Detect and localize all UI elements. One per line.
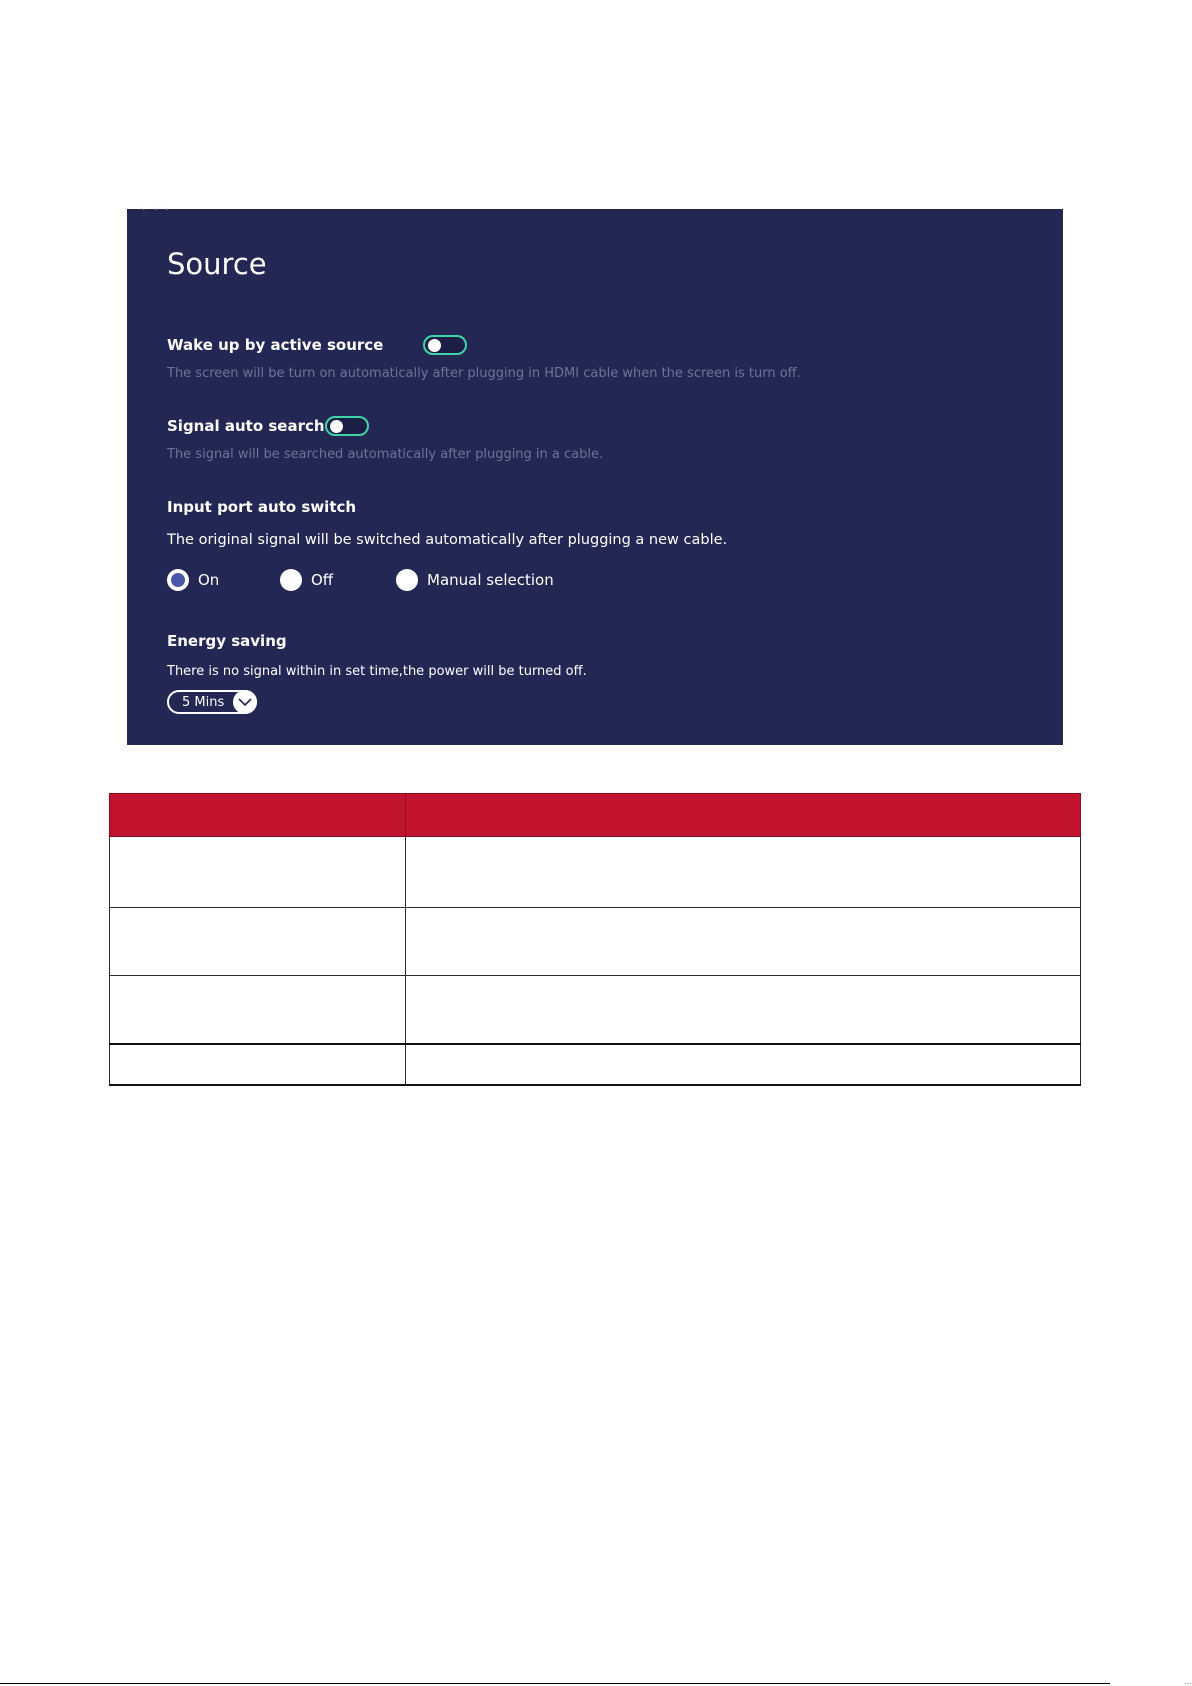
energy-saving-description: There is no signal within in set time,the power will be turned off. [167, 664, 587, 679]
table-cell [110, 908, 406, 976]
signal-auto-search-label: Signal auto search [167, 417, 325, 435]
chevron-down-icon[interactable] [233, 690, 257, 714]
dropdown-value: 5 Mins [182, 695, 225, 710]
radio-circle [167, 569, 189, 591]
footer-divider [0, 1683, 1110, 1684]
input-port-auto-switch-label: Input port auto switch [167, 498, 357, 516]
cropped-header-text: · · · [141, 200, 171, 217]
source-settings-panel [127, 200, 1063, 745]
input-port-auto-switch-description: The original signal will be switched automatically after plugging a new cable. [167, 532, 728, 548]
signal-auto-search-description: The signal will be searched automatically after plugging in a cable. [167, 447, 604, 462]
radio-circle [280, 569, 302, 591]
table-cell [406, 908, 1081, 976]
wake-up-toggle[interactable] [423, 335, 467, 355]
table-row [110, 908, 1081, 976]
table-row [110, 1044, 1081, 1085]
page-title: Source [167, 247, 267, 281]
radio-label: Off [311, 571, 334, 589]
toggle-knob [428, 339, 441, 352]
radio-circle [396, 569, 418, 591]
wake-up-label: Wake up by active source [167, 336, 384, 354]
settings-table [109, 793, 1081, 1086]
radio-label: Manual selection [427, 571, 554, 589]
table-row [110, 837, 1081, 908]
table-cell [406, 1044, 1081, 1085]
table-cell [406, 976, 1081, 1045]
table-cell [110, 976, 406, 1045]
energy-saving-dropdown[interactable] [167, 690, 257, 714]
toggle-knob [330, 420, 343, 433]
table-cell [110, 1044, 406, 1085]
table-cell [110, 837, 406, 908]
wake-up-description: The screen will be turn on automatically after plugging in HDMI cable when the screen is turn off. [167, 366, 801, 381]
table-header-cell [110, 794, 406, 837]
table-cell [406, 837, 1081, 908]
table-row [110, 976, 1081, 1045]
footer-text: … [1184, 1677, 1192, 1686]
energy-saving-label: Energy saving [167, 632, 287, 650]
radio-label: On [198, 571, 220, 589]
table-header-row [110, 794, 1081, 837]
table-header-cell [406, 794, 1081, 837]
signal-auto-search-toggle[interactable] [325, 416, 369, 436]
